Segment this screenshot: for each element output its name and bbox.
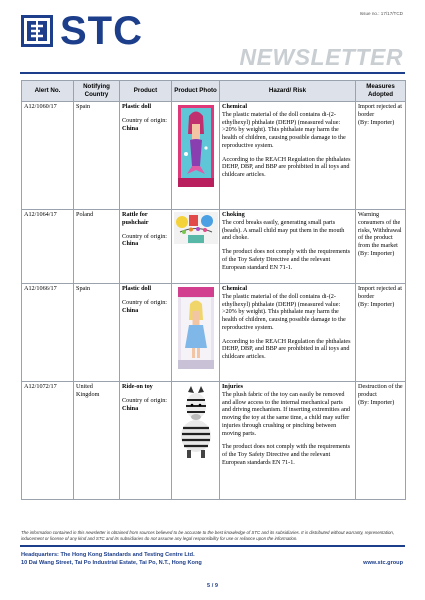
measures-cell: [356, 381, 406, 499]
product-cell: [120, 381, 172, 499]
table-row: [22, 209, 406, 283]
alerts-table: [21, 80, 406, 500]
col-header-alert: Alert No.: [22, 81, 74, 102]
photo-cell: [172, 101, 220, 209]
origin-label: Country of origin:: [122, 396, 168, 404]
origin-value: China: [122, 240, 139, 248]
col-header-hazard: Hazard/ Risk: [220, 81, 356, 102]
origin-value: China: [122, 306, 139, 314]
hazard-title: Injuries: [222, 383, 243, 390]
table-row: [22, 381, 406, 499]
disclaimer-text: The information contained in this newsletter is obtained from sources believed to be accurate to the best knowledge of STC and its subsidiaries. It is distributed without warranty, representation, inducement or license of any kind and STC and its subsidiaries do not assume any legal responsibility for use or reliance upon the information.: [21, 530, 395, 541]
origin-label: Country of origin:: [122, 298, 168, 306]
rattle-photo: [174, 212, 218, 244]
measures-cell: [356, 283, 406, 381]
hq-line-1: Headquarters: The Hong Kong Standards and Testing Centre Ltd.: [21, 552, 195, 558]
page-number: 5 / 9: [207, 583, 218, 589]
origin-value: China: [122, 124, 139, 132]
issue-number: Issue no.: 17/17/TCD: [359, 11, 403, 16]
hazard-regulation: The product does not comply with the requirements of the Toy Safety Directive and the relevant European standard EN 71-1.: [222, 248, 351, 271]
hazard-description: The plastic material of the doll contains di-(2-ethylhexyl) phthalate (DEHP) (measured value: >20% by weight). This phthalate may harm the health of children, causing possible damage to the reproductive system.: [222, 110, 346, 149]
stc-logo: [20, 9, 143, 53]
table-row: [22, 101, 406, 209]
hazard-description: The plush fabric of the toy can easily be removed and allow access to the internal mechanical parts and driving mechanism. If inserting extremities and moving the toy at the same time, a child may suffer injuries through crushing or pinching between moving parts.: [222, 390, 351, 437]
logo-text: STC: [60, 9, 143, 53]
footer-divider: [20, 545, 405, 547]
origin-label: Country of origin:: [122, 116, 168, 124]
header-divider: [20, 72, 405, 74]
measures-by: (By: Importer): [358, 118, 395, 126]
notifying-country: Spain: [74, 101, 120, 209]
origin-value: China: [122, 404, 139, 412]
photo-cell: [172, 283, 220, 381]
photo-cell: [172, 381, 220, 499]
measures-cell: [356, 209, 406, 283]
alert-number: A12/1060/17: [22, 101, 74, 209]
blonde-doll-photo: [174, 286, 218, 370]
table-row: [22, 283, 406, 381]
hazard-regulation: According to the REACH Regulation the phthalates DEHP, DBP, and BBP are prohibited in all toys and childcare articles.: [222, 155, 351, 178]
hazard-title: Chemical: [222, 103, 248, 110]
measures-text: Import rejected at border: [358, 103, 402, 118]
col-header-country: Notifying Country: [74, 81, 120, 102]
origin-label: Country of origin:: [122, 232, 168, 240]
hazard-title: Choking: [222, 211, 245, 218]
mermaid-doll-photo: [174, 104, 218, 188]
website-link[interactable]: www.stc.group: [363, 560, 403, 566]
zebra-toy-photo: [174, 384, 218, 460]
measures-cell: [356, 101, 406, 209]
col-header-product: Product: [120, 81, 172, 102]
col-header-photo: Product Photo: [172, 81, 220, 102]
hazard-cell: [220, 209, 356, 283]
alert-number: A12/1066/17: [22, 283, 74, 381]
hazard-title: Chemical: [222, 285, 248, 292]
measures-by: (By: Importer): [358, 398, 395, 406]
product-name: Rattle for pushchair: [122, 211, 149, 226]
alert-number: A12/1072/17: [22, 381, 74, 499]
product-cell: [120, 101, 172, 209]
hazard-cell: [220, 381, 356, 499]
hazard-regulation: According to the REACH Regulation the phthalates DEHP, DBP, and BBP are prohibited in all toys and childcare articles.: [222, 337, 351, 360]
product-name: Ride-on toy: [122, 383, 153, 390]
newsletter-title: NEWSLETTER: [239, 44, 403, 70]
measures-text: Warning consumers of the risks, Withdrawal of the product from the market: [358, 211, 402, 249]
measures-text: Import rejected at border: [358, 285, 402, 300]
notifying-country: United Kingdom: [74, 381, 120, 499]
product-cell: [120, 209, 172, 283]
measures-by: (By: Importer): [358, 249, 395, 257]
photo-cell: [172, 209, 220, 283]
product-cell: [120, 283, 172, 381]
hazard-description: The cord breaks easily, generating small parts (beads). A small child may put them in the mouth and choke.: [222, 218, 345, 242]
hazard-regulation: The product does not comply with the requirements of the Toy Safety Directive and the relevant European standards EN 71-1.: [222, 443, 351, 466]
measures-by: (By: Importer): [358, 300, 395, 308]
notifying-country: Poland: [74, 209, 120, 283]
table-header-row: [22, 81, 406, 102]
notifying-country: Spain: [74, 283, 120, 381]
hazard-cell: [220, 101, 356, 209]
alert-number: A12/1064/17: [22, 209, 74, 283]
stc-logo-mark-icon: [20, 14, 54, 48]
product-name: Plastic doll: [122, 285, 152, 292]
measures-text: Destruction of the product: [358, 383, 403, 398]
hq-line-2: 10 Dai Wang Street, Tai Po Industrial Estate, Tai Po, N.T., Hong Kong: [21, 559, 202, 566]
product-name: Plastic doll: [122, 103, 152, 110]
headquarters-address: [21, 552, 202, 567]
hazard-cell: [220, 283, 356, 381]
hazard-description: The plastic material of the doll contains di-(2-ethylhexyl) phthalate (DEHP) (measured value: >20% by weight). This phthalate may harm the health of children, causing possible damage to the reproductive system.: [222, 292, 346, 331]
col-header-measures: Measures Adopted: [356, 81, 406, 102]
